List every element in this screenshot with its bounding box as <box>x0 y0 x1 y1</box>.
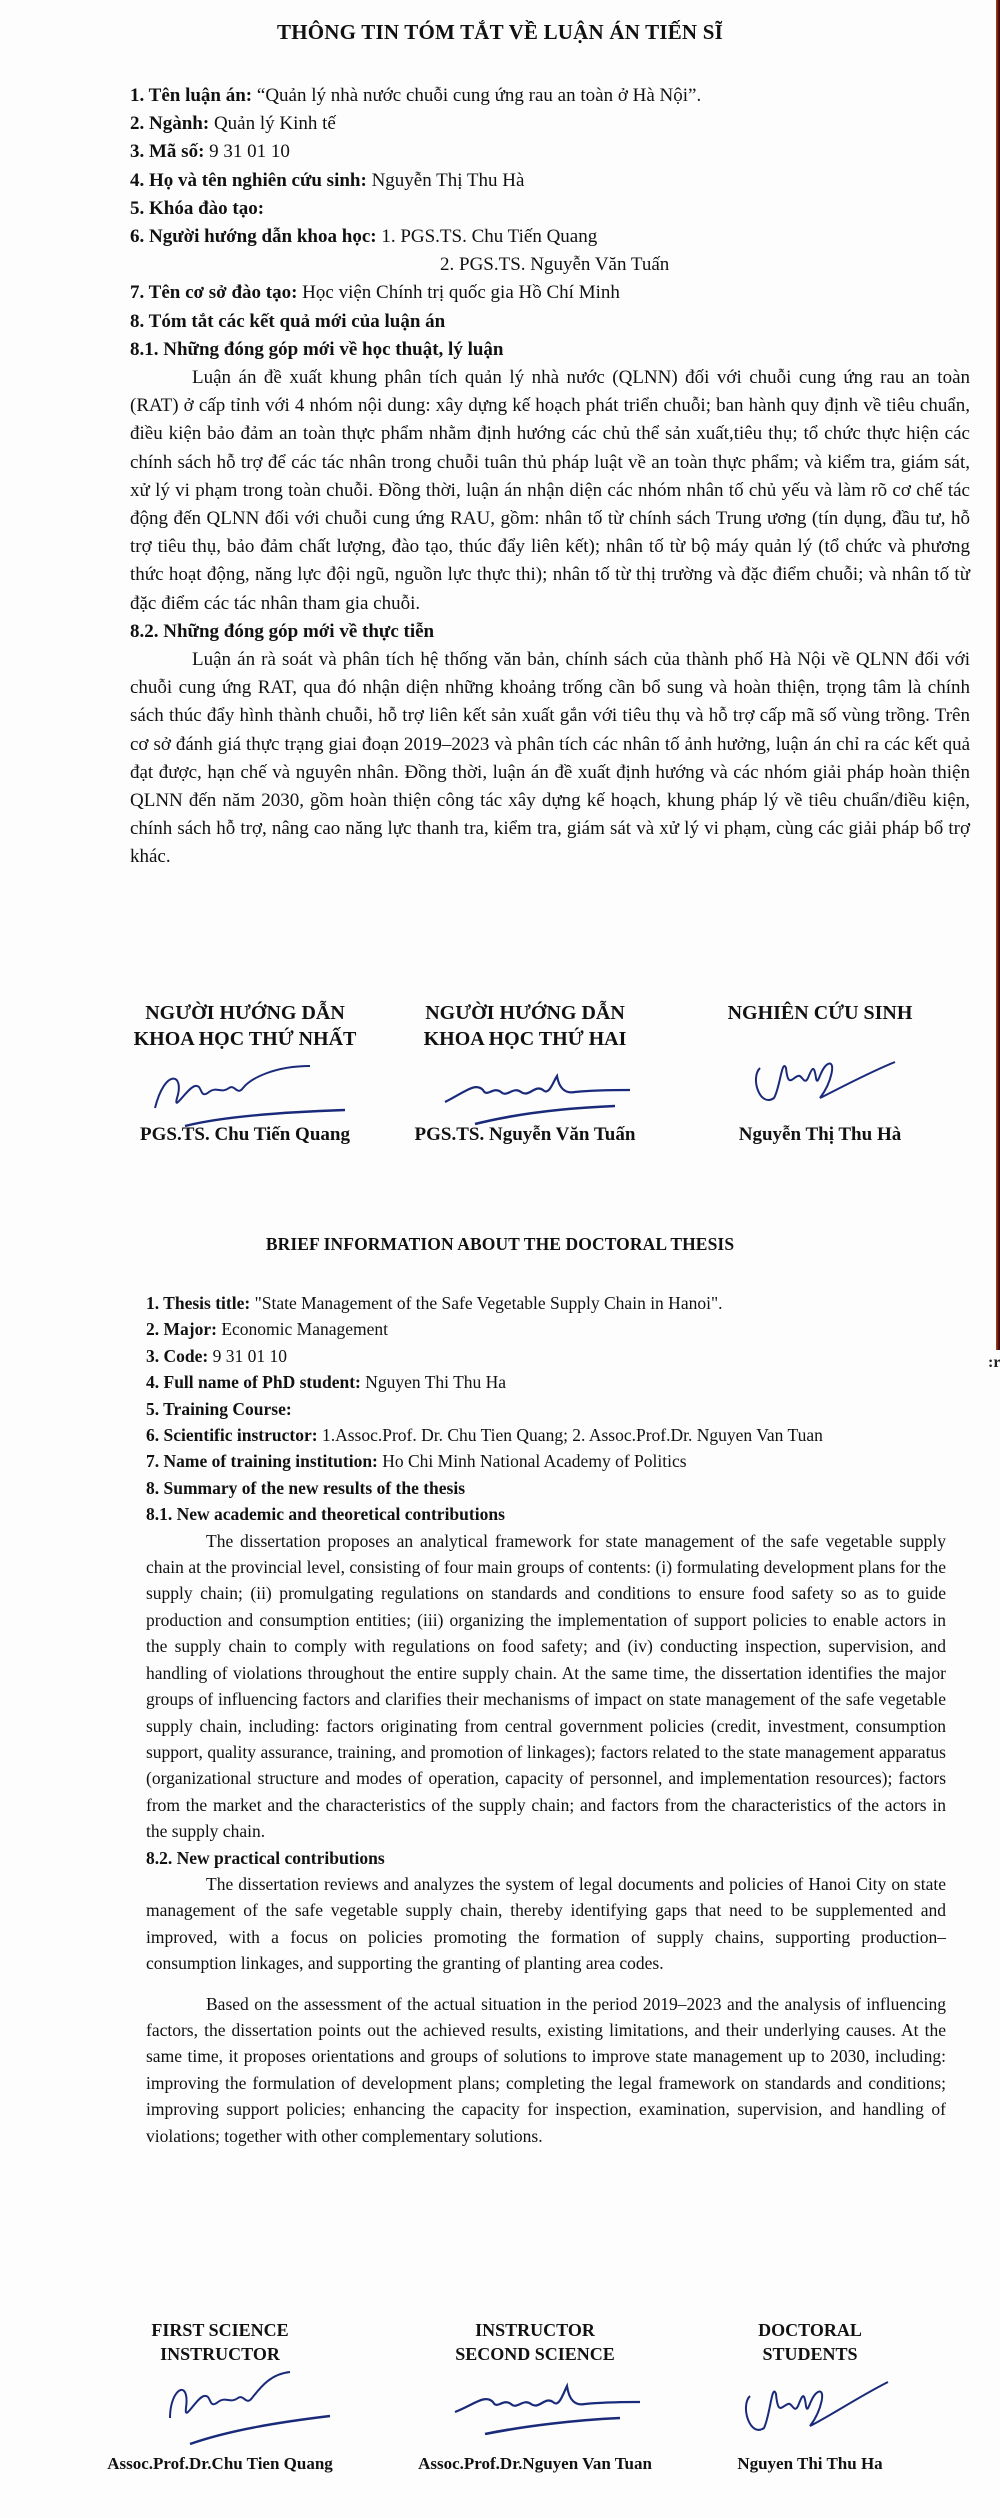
en-item-summary-heading: 8. Summary of the new results of the thesis <box>146 1477 466 1498</box>
handwritten-signature-icon <box>405 1062 645 1132</box>
en-section-8-2-paragraph-2: Based on the assessment of the actual situation in the period 2019–2023 and the analysis of influencing factors, the dissertation points out the achieved results, existing limitations, and their underlying causes. At the same time, it proposes orientations and groups of solutions to improve state management up to 2030, including: improving the formulation of development plans; completing the legal framework on standards and conditions; improving support policies; enhancing the capacity for inspection, examination, supervision, and handling of violations; together with other complementary solutions. <box>146 1993 946 2146</box>
en-section-8-1-heading: 8.1. New academic and theoretical contributions <box>146 1504 505 1525</box>
en-item-supervisor: 6. Scientific instructor: 1.Assoc.Prof. Dr. Chu Tien Quang; 2. Assoc.Prof.Dr. Nguyen Van Tuan <box>146 1425 823 1446</box>
scan-edge-border <box>996 0 1000 1350</box>
handwritten-signature-icon <box>710 2366 910 2446</box>
vn-item-course: 5. Khóa đào tạo: <box>130 197 265 219</box>
vn-item-summary-heading: 8. Tóm tắt các kết quả mới của luận án <box>130 310 446 332</box>
en-item-course: 5. Training Course: <box>146 1398 292 1419</box>
vn-section-8-1-heading: 8.1. Những đóng góp mới về học thuật, lý luận <box>130 338 504 360</box>
vn-section-8-2-heading: 8.2. Những đóng góp mới về thực tiễn <box>130 620 435 642</box>
handwritten-signature-icon <box>720 1038 920 1118</box>
vn-item-supervisor: 6. Người hướng dẫn khoa học: 1. PGS.TS. Chu Tiến Quang <box>130 226 598 248</box>
vn-item-institution: 7. Tên cơ sở đào tạo: Học viện Chính trị quốc gia Hồ Chí Minh <box>130 282 620 304</box>
en-section-8-1-paragraph: The dissertation proposes an analytical framework for state management of the safe vegetable supply chain at the provincial level, consisting of four main groups of contents: (i) formulating development plans for the supply chain; (ii) promulgating regulations on standards and conditions to ensure food safety so as to guide production and consumption entities; (iii) organizing the implementation of support policies to enable actors in the supply chain to comply with regulations on food safety; and (iv) conducting inspection, supervision, and handling of violations throughout the entire supply chain. At the same time, the dissertation identifies the major groups of influencing factors and clarifies their mechanisms of impact on state management of the safe vegetable supply chain, including: factors originating from central government policies (credit, investment, consumption support, quality assurance, training, and promotion of linkages); factors related to the state management apparatus (organizational structure and modes of operation, capacity of personnel, and implementation resources); factors from the market and the characteristics of the supply chain; and factors from the characteristics of the actors in the supply chain. <box>146 1530 946 1842</box>
handwritten-signature-icon <box>100 2368 340 2448</box>
en-item-code: 3. Code: 9 31 01 10 <box>146 1345 287 1366</box>
handwritten-signature-icon <box>415 2376 655 2446</box>
vn-signature-supervisor-2: NGƯỜI HƯỚNG DẪN KHOA HỌC THỨ HAI PGS.TS. Nguyễn Văn Tuấn <box>400 1000 650 1052</box>
vn-section-8-2-paragraph: Luận án rà soát và phân tích hệ thống văn bản, chính sách của thành phố Hà Nội về QLNN đối với chuỗi cung ứng RAT, qua đó nhận diện những khoảng trống cần bổ sung và hoàn thiện, trọng tâm là chính sách thúc đẩy hình thành chuỗi, hỗ trợ liên kết sản xuất gắn với tiêu thụ và hỗ trợ cấp mã số vùng trồng. Trên cơ sở đánh giá thực trạng giai đoạn 2019–2023 và phân tích các nhân tố ảnh hưởng, luận án chỉ ra các kết quả đạt được, hạn chế và nguyên nhân. Đồng thời, luận án đề xuất định hướng và các nhóm giải pháp hoàn thiện QLNN đến năm 2030, gồm hoàn thiện công tác xây dựng kế hoạch, khung pháp lý về tiêu chuẩn/điều kiện, chính sách hỗ trợ, nâng cao năng lực thanh tra, kiểm tra, giám sát và xử lý vi phạm, cùng các giải pháp bổ trợ khác. <box>130 649 970 868</box>
vn-item-thesis-title: 1. Tên luận án: “Quản lý nhà nước chuỗi cung ứng rau an toàn ở Hà Nội”. <box>130 85 702 106</box>
vn-info-body <box>130 82 970 872</box>
vn-item-code: 3. Mã số: 9 31 01 10 <box>130 141 290 163</box>
handwritten-signature-icon <box>125 1058 365 1128</box>
en-signature-supervisor-1: FIRST SCIENCE INSTRUCTOR Assoc.Prof.Dr.Chu Tien Quang <box>100 2318 340 2366</box>
vn-section-8-1-paragraph: Luận án đề xuất khung phân tích quản lý nhà nước (QLNN) đối với chuỗi cung ứng rau an toàn (RAT) ở cấp tỉnh với 4 nhóm nội dung: xây dựng kế hoạch phát triển chuỗi; ban hành quy định về tiêu chuẩn, điều kiện bảo đảm an toàn thực phẩm nhằm định hướng các chủ thể sản xuất,tiêu thụ; tổ chức thực hiện các chính sách hỗ trợ để các tác nhân trong chuỗi tuân thủ pháp luật về an toàn thực phẩm; và kiểm tra, giám sát, xử lý vi phạm trong toàn chuỗi. Đồng thời, luận án nhận diện các nhóm nhân tố chủ yếu và làm rõ cơ chế tác động đến QLNN đối với chuỗi cung ứng RAU, gồm: nhân tố từ chính sách Trung ương (tín dụng, đầu tư, hỗ trợ tiêu thụ, bảo đảm chất lượng, đào tạo, thúc đẩy liên kết); nhân tố từ bộ máy quản lý (tổ chức và phương thức hoạt động, năng lực đội ngũ, nguồn lực thực thi); nhân tố từ thị trường và đặc điểm chuỗi; và nhân tố từ đặc điểm các tác nhân tham gia chuỗi. <box>130 367 970 614</box>
vn-signature-student: NGHIÊN CỨU SINH Nguyễn Thị Thu Hà <box>700 1000 940 1026</box>
en-section-8-2-heading: 8.2. New practical contributions <box>146 1847 385 1868</box>
en-item-thesis-title: 1. Thesis title: "State Management of the Safe Vegetable Supply Chain in Hanoi". <box>146 1293 723 1313</box>
en-document-title: BRIEF INFORMATION ABOUT THE DOCTORAL THESIS <box>265 1234 735 1254</box>
en-item-institution: 7. Name of training institution: Ho Chi Minh National Academy of Politics <box>146 1451 687 1472</box>
en-signature-student: DOCTORAL STUDENTS Nguyen Thi Thu Ha <box>700 2318 920 2366</box>
vn-signature-supervisor-1: NGƯỜI HƯỚNG DẪN KHOA HỌC THỨ NHẤT PGS.TS. Chu Tiến Quang <box>120 1000 370 1052</box>
en-item-major: 2. Major: Economic Management <box>146 1319 389 1340</box>
vn-item-student: 4. Họ và tên nghiên cứu sinh: Nguyễn Thị Thu Hà <box>130 169 525 191</box>
en-info-body <box>146 1290 946 2149</box>
en-section-8-2-paragraph-1: The dissertation reviews and analyzes the system of legal documents and policies of Hanoi City on state management of the safe vegetable supply chain, thereby identifying gaps that need to be supplemented and improved, with a focus on policies promoting the formation of supply chains, supporting production–consumption linkages, and supporting the granting of planting area codes. <box>146 1873 946 1974</box>
stray-scan-text: :r <box>988 1354 1000 1371</box>
vn-item-major: 2. Ngành: Quản lý Kinh tế <box>130 113 336 135</box>
en-item-student: 4. Full name of PhD student: Nguyen Thi Thu Ha <box>146 1372 507 1393</box>
vn-item-supervisor-2: 2. PGS.TS. Nguyễn Văn Tuấn <box>440 254 670 276</box>
en-signature-supervisor-2: INSTRUCTOR SECOND SCIENCE Assoc.Prof.Dr.Nguyen Van Tuan <box>385 2318 685 2366</box>
vn-document-title: THÔNG TIN TÓM TẮT VỀ LUẬN ÁN TIẾN SĨ <box>277 20 723 44</box>
